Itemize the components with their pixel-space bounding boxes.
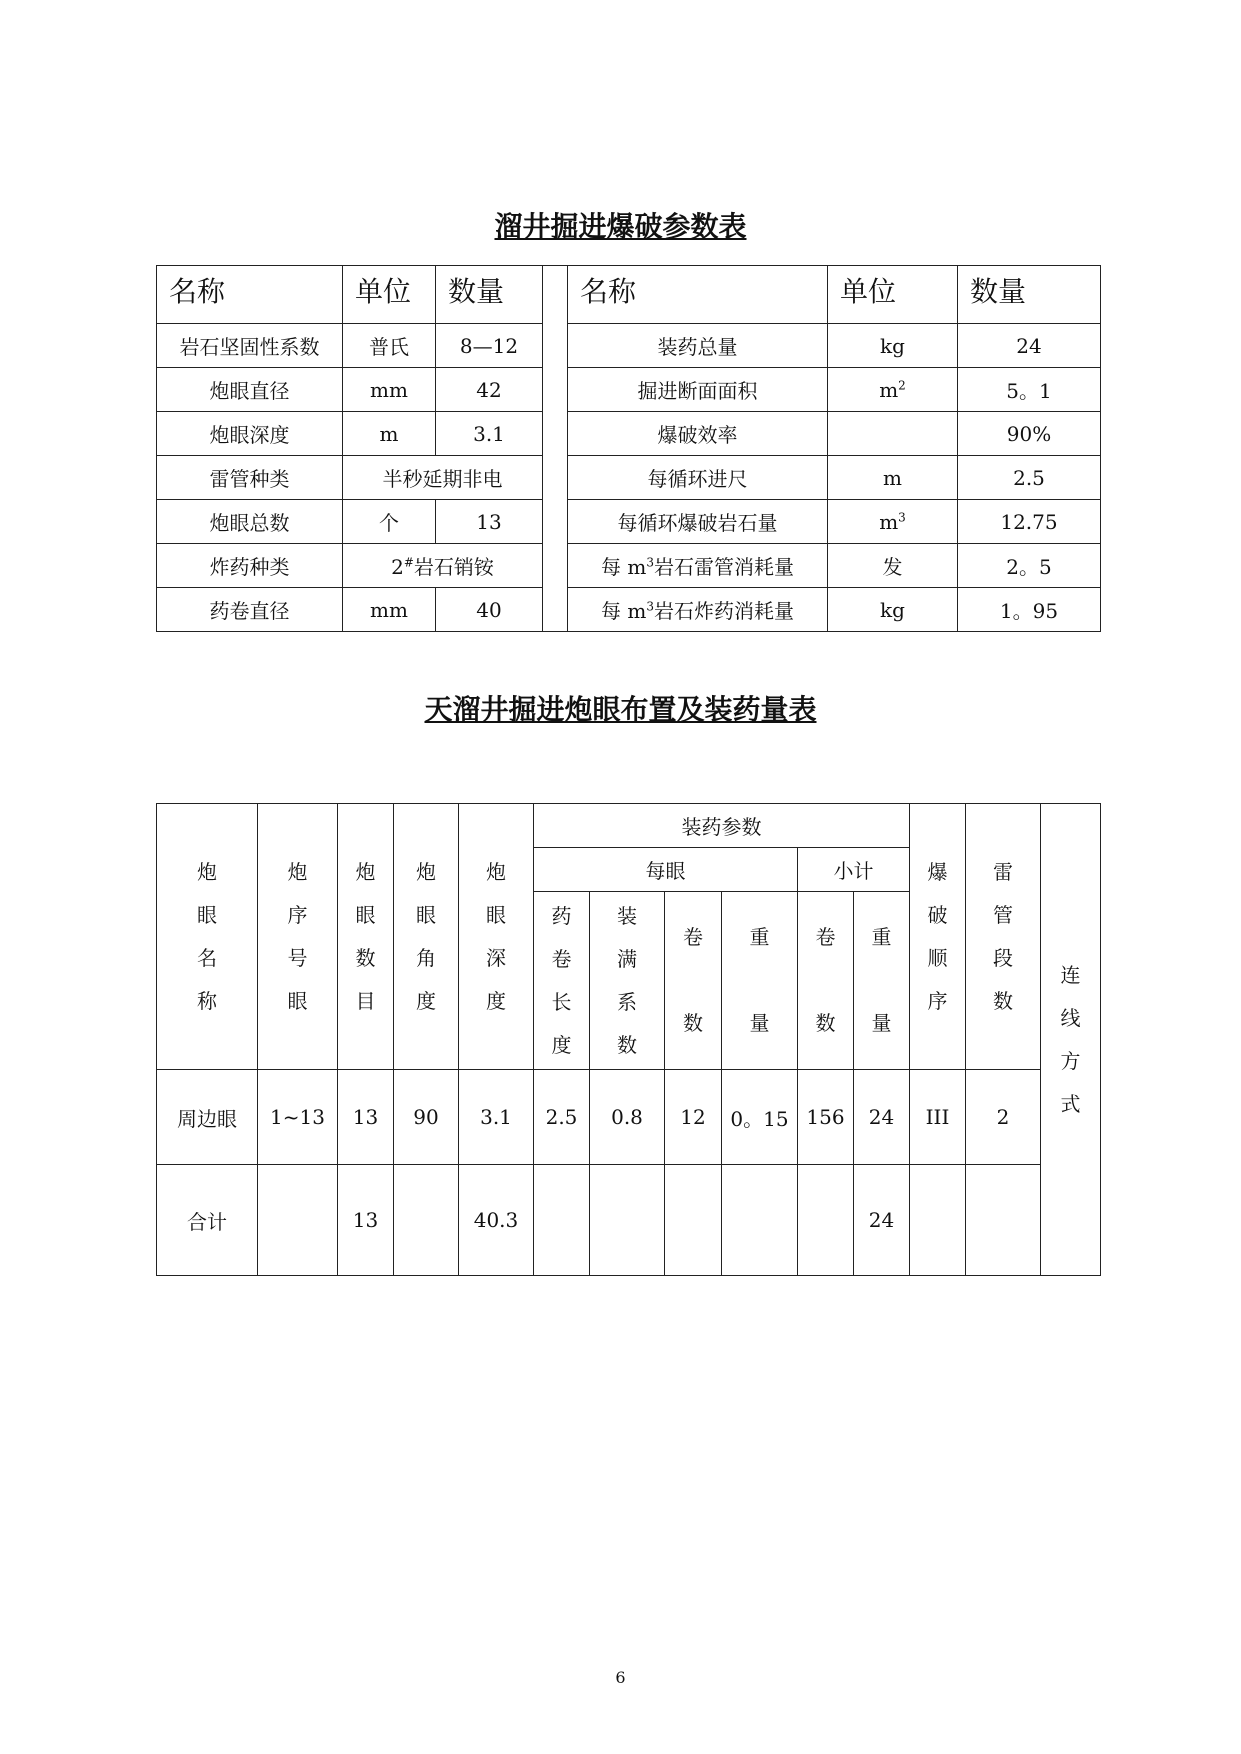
row-unit-right: kg <box>828 588 958 632</box>
row-unit: mm <box>343 588 436 632</box>
name-superscript: 3 <box>646 555 654 570</box>
row-qty-right: 1。95 <box>958 588 1101 632</box>
unit-superscript: 3 <box>898 509 906 524</box>
cell-empty <box>258 1165 338 1276</box>
cell-fill-coef: 0.8 <box>590 1070 665 1165</box>
cell-rolls: 12 <box>665 1070 722 1165</box>
cell-empty <box>966 1165 1041 1276</box>
cell-total-weight: 24 <box>854 1165 910 1276</box>
explosive-grade: 2 <box>391 555 404 579</box>
row-qty-right: 24 <box>958 324 1101 368</box>
row-name: 炮眼总数 <box>157 500 343 544</box>
cell-total-count: 13 <box>338 1165 394 1276</box>
row-unit: 普氏 <box>343 324 436 368</box>
header-fill-coef: 装 满 系 数 <box>590 892 665 1070</box>
row-unit: 个 <box>343 500 436 544</box>
row-unit-right: 发 <box>828 544 958 588</box>
header-count: 炮 眼 数 目 <box>338 804 394 1070</box>
header-order: 爆 破 顺 序 <box>910 804 966 1070</box>
header-subtotal: 小计 <box>798 848 910 892</box>
name-superscript: 3 <box>646 599 654 614</box>
row-name-right: 掘进断面面积 <box>568 368 828 412</box>
cell-empty <box>394 1165 459 1276</box>
row-qty-right: 2。5 <box>958 544 1101 588</box>
row-unit: mm <box>343 368 436 412</box>
row-unit: m <box>343 412 436 456</box>
header-sub-rolls: 卷 数 <box>798 892 854 1070</box>
page-number: 6 <box>615 1668 626 1687</box>
cell-order: III <box>910 1070 966 1165</box>
table-row-total <box>157 1165 1101 1276</box>
cell-angle: 90 <box>394 1070 459 1165</box>
cell-total-label: 合计 <box>157 1165 258 1276</box>
cell-sub-weight: 24 <box>854 1070 910 1165</box>
cell-empty <box>534 1165 590 1276</box>
row-name: 炮眼深度 <box>157 412 343 456</box>
header-unit-right: 单位 <box>828 266 958 324</box>
cell-sub-rolls: 156 <box>798 1070 854 1165</box>
row-unit-right <box>828 412 958 456</box>
cell-empty <box>665 1165 722 1276</box>
row-qty-right: 90% <box>958 412 1101 456</box>
table-row <box>157 1070 1101 1165</box>
header-unit: 单位 <box>343 266 436 324</box>
row-name-right: 每循环爆破岩石量 <box>568 500 828 544</box>
cell-det-seg: 2 <box>966 1070 1041 1165</box>
name-prefix: 每 m <box>601 599 647 623</box>
row-unit-right: m <box>828 456 958 500</box>
row-unit-qty <box>343 544 543 588</box>
header-hole-name: 炮 眼 名 称 <box>157 804 258 1070</box>
header-seq: 炮 序 号 眼 <box>258 804 338 1070</box>
row-name: 炮眼直径 <box>157 368 343 412</box>
header-det-seg: 雷 管 段 数 <box>966 804 1041 1070</box>
row-name-right <box>568 588 828 632</box>
name-suffix: 岩石炸药消耗量 <box>653 599 794 623</box>
cell-empty <box>798 1165 854 1276</box>
blasting-parameter-table <box>156 265 1101 632</box>
row-qty: 40 <box>436 588 543 632</box>
unit-text: m <box>879 377 899 402</box>
row-unit-right <box>828 368 958 412</box>
row-name-right: 每循环进尺 <box>568 456 828 500</box>
row-qty: 13 <box>436 500 543 544</box>
row-unit-right: kg <box>828 324 958 368</box>
header-per-hole: 每眼 <box>534 848 798 892</box>
row-qty: 8—12 <box>436 324 543 368</box>
header-rolls: 卷 数 <box>665 892 722 1070</box>
row-name: 岩石坚固性系数 <box>157 324 343 368</box>
header-depth: 炮 眼 深 度 <box>459 804 534 1070</box>
cell-empty <box>722 1165 798 1276</box>
row-unit-qty: 半秒延期非电 <box>343 456 543 500</box>
row-name: 炸药种类 <box>157 544 343 588</box>
cell-cart-len: 2.5 <box>534 1070 590 1165</box>
row-qty: 42 <box>436 368 543 412</box>
unit-superscript: 2 <box>898 377 906 392</box>
name-suffix: 岩石雷管消耗量 <box>653 555 794 579</box>
row-name: 药卷直径 <box>157 588 343 632</box>
header-qty-right: 数量 <box>958 266 1101 324</box>
row-qty-right: 5。1 <box>958 368 1101 412</box>
header-cart-len: 药 卷 长 度 <box>534 892 590 1070</box>
cell-total-depth: 40.3 <box>459 1165 534 1276</box>
header-charge-params: 装药参数 <box>534 804 910 848</box>
table2-title: 天溜井掘进炮眼布置及装药量表 <box>424 693 817 726</box>
header-angle: 炮 眼 角 度 <box>394 804 459 1070</box>
table1-title: 溜井掘进爆破参数表 <box>494 210 747 243</box>
cell-depth: 3.1 <box>459 1070 534 1165</box>
unit-text: m <box>879 509 899 534</box>
row-name: 雷管种类 <box>157 456 343 500</box>
cell-weight: 0。15 <box>722 1070 798 1165</box>
header-weight: 重 量 <box>722 892 798 1070</box>
header-name-right: 名称 <box>568 266 828 324</box>
cell-empty <box>590 1165 665 1276</box>
cell-hole-name: 周边眼 <box>157 1070 258 1165</box>
row-qty: 3.1 <box>436 412 543 456</box>
column-gap <box>543 266 568 632</box>
header-qty: 数量 <box>436 266 543 324</box>
row-name-right <box>568 544 828 588</box>
cell-empty <box>910 1165 966 1276</box>
row-name-right: 装药总量 <box>568 324 828 368</box>
row-qty-right: 12.75 <box>958 500 1101 544</box>
cell-seq: 1~13 <box>258 1070 338 1165</box>
grade-superscript: # <box>403 555 414 570</box>
header-name: 名称 <box>157 266 343 324</box>
header-sub-weight: 重 量 <box>854 892 910 1070</box>
explosive-type: 岩石销铵 <box>413 555 494 579</box>
row-unit-right <box>828 500 958 544</box>
row-qty-right: 2.5 <box>958 456 1101 500</box>
row-name-right: 爆破效率 <box>568 412 828 456</box>
hole-layout-charge-table <box>156 803 1101 1276</box>
name-prefix: 每 m <box>601 555 647 579</box>
cell-count: 13 <box>338 1070 394 1165</box>
header-wiring: 连 线 方 式 <box>1041 804 1101 1276</box>
